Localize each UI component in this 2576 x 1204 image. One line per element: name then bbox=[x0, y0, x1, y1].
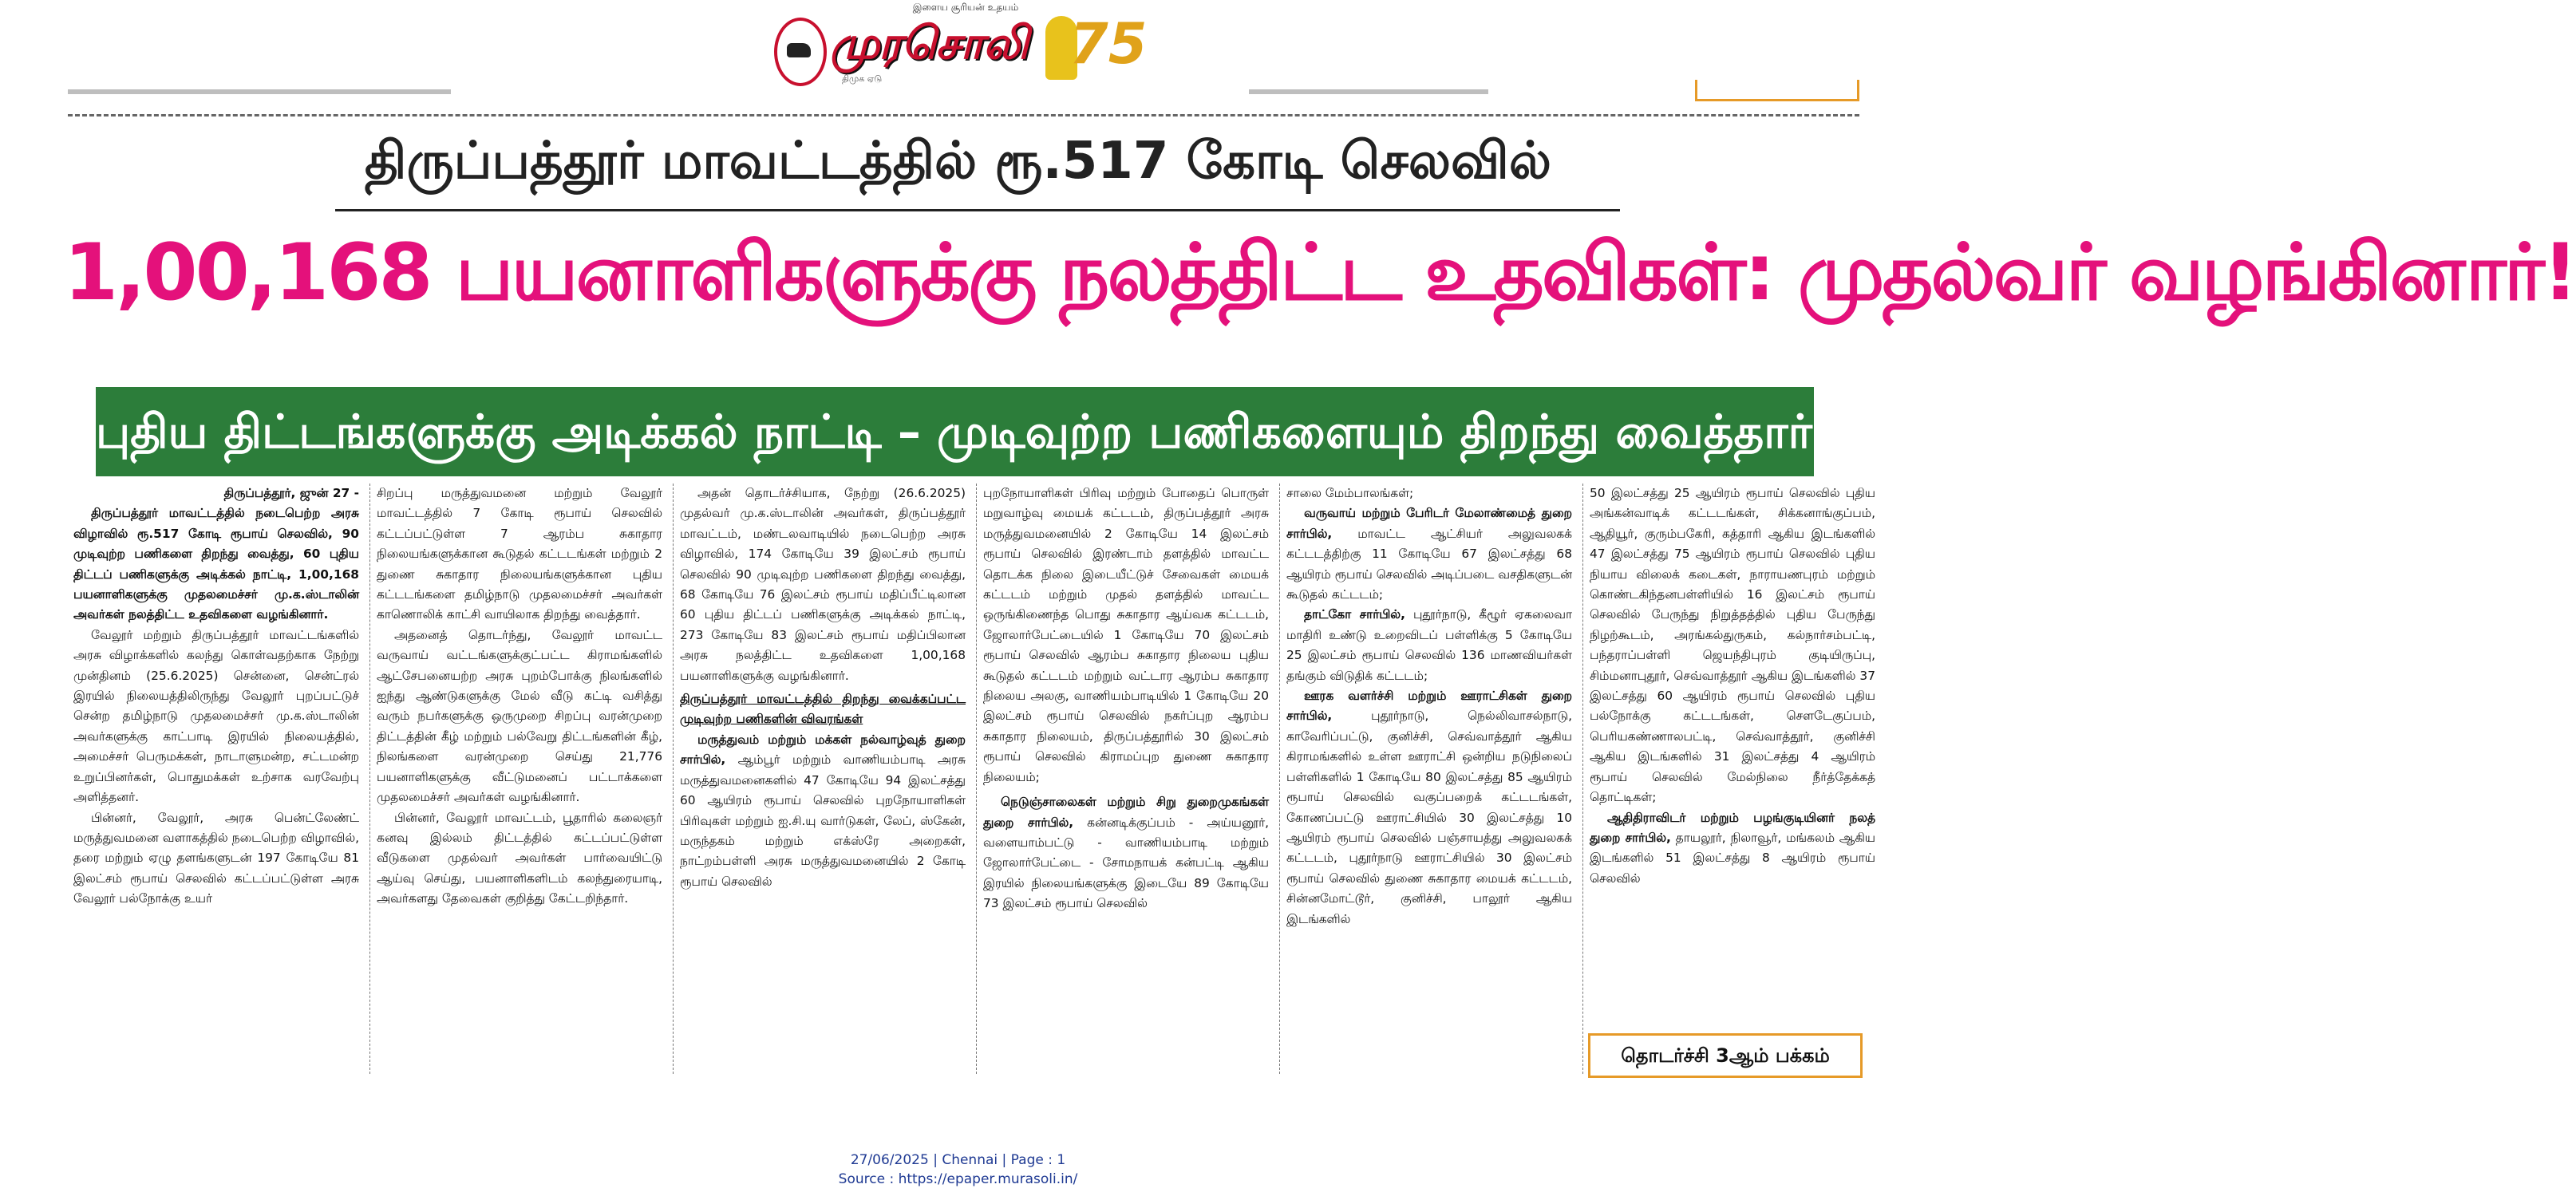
paragraph: கன்னடிக்குப்பம் - அய்யனூர், வளையாம்பட்டு - வாணியம்பாடி மற்றும் ஜோலார்பேட்டை - சோமநாயக் கன்பட்டி ஆகிய இரயில் நிலையங்களுக்கு இடையே 89 கோடியே 73 இலட்சம் ரூபாய் செலவில் bbox=[983, 815, 1269, 911]
department-heading: மருத்துவம் மற்றும் மக்கள் நல்வாழ்வுத் துறை சார்பில், bbox=[680, 732, 966, 768]
dashed-divider bbox=[68, 114, 1859, 116]
paragraph: வேலூர் மற்றும் திருப்பத்தூர் மாவட்டங்களில் அரசு விழாக்களில் கலந்து கொள்வதற்காக நேற்று முன்தினம் (25.6.2025) சென்னை, சென்ட்ரல் இரயில் நிலையத்திலிருந்து வேலூர் புறப்பட்டுச் சென்ற தமிழ்நாடு முதலமைச்சர் மு.க.ஸ்டாலின் அவர்களுக்கு காட்பாடி இரயில் நிலையத்தில், அமைச்சர் பெருமக்கள், நாடாளுமன்ற, சட்டமன்ற உறுப்பினர்கள், பொதுமக்கள் உற்சாக வரவேற்பு அளித்தனர். bbox=[73, 627, 359, 805]
article-column-1 bbox=[73, 484, 359, 1074]
source-link[interactable]: Source : https://epaper.murasoli.in/ bbox=[838, 1171, 1078, 1187]
paragraph: அதனைத் தொடர்ந்து, வேலூர் மாவட்ட வருவாய் வட்டங்களுக்குட்பட்ட கிராமங்களில் ஆட்சேபனையற்ற அரசு புறம்போக்கு நிலங்களில் ஐந்து ஆண்டுகளுக்கு மேல் வீடு கட்டி வசித்து வரும் நபர்களுக்கு ஒருமுறை சிறப்பு வரன்முறை திட்டத்தின் கீழ் மற்றும் பல்வேறு திட்டங்களின் கீழ், நிலங்களை வரன்முறை செய்து 21,776 பயனாளிகளுக்கு வீட்டுமனைப் பட்டாக்களை முதலமைச்சர் அவர்கள் வழங்கினார். bbox=[377, 627, 662, 805]
edition-info: 27/06/2025 | Chennai | Page : 1 bbox=[850, 1152, 1066, 1168]
article-column-6 bbox=[1590, 484, 1875, 1026]
continued-on-page-box[interactable]: தொடர்ச்சி 3ஆம் பக்கம் bbox=[1588, 1033, 1863, 1078]
paragraph: சாலை மேம்பாலங்கள்; bbox=[1286, 486, 1414, 500]
headline-underline bbox=[335, 209, 1620, 211]
green-subheadline-banner: புதிய திட்டங்களுக்கு அடிக்கல் நாட்டி – முடிவுற்ற பணிகளையும் திறந்து வைத்தார்! bbox=[96, 387, 1814, 476]
page-footer bbox=[0, 1151, 1916, 1189]
department-heading: தாட்கோ சார்பில், bbox=[1304, 607, 1405, 622]
department-heading: ஊரக வளர்ச்சி மற்றும் ஊராட்சிகள் துறை சார்பில், bbox=[1286, 689, 1572, 724]
cropped-header-box bbox=[1695, 80, 1859, 101]
department-heading: வருவாய் மற்றும் பேரிடர் மேலாண்மைத் துறை சார்பில், bbox=[1286, 506, 1572, 541]
anniversary-badge: 75 bbox=[1069, 11, 1148, 77]
article-column-3 bbox=[680, 484, 966, 1074]
headline-top: திருப்பத்தூர் மாவட்டத்தில் ரூ.517 கோடி செலவில் bbox=[365, 132, 1551, 191]
paragraph: 50 இலட்சத்து 25 ஆயிரம் ரூபாய் செலவில் புதிய அங்கன்வாடிக் கட்டடங்கள், சிக்கனாங்குப்பம், ஆதியூர், குரும்பகேரி, கத்தாரி ஆகிய இடங்களில் 47 இலட்சத்து 75 ஆயிரம் ரூபாய் செலவில் புதிய நியாய விலைக் கடைகள், நாராயணபுரம் மற்றும் கொண்டகிந்தனபள்ளியில் 16 இலட்சம் ரூபாய் செலவில் பேருந்து நிறுத்தத்தில் புதிய பேருந்து நிழற்கூடம், அரங்கல்துருகம், கல்நார்சம்பட்டி, பந்தராப்பள்ளி ஜெயந்திபுரம் குடியிருப்பு, சிம்மனாபுதூர், செவ்வாத்தூர் ஆகிய இடங்களில் 37 இலட்சத்து 60 ஆயிரம் ரூபாய் செலவில் புதிய பல்நோக்கு கட்டடங்கள், சௌடேகுப்பம், பெரியகண்ணாலபட்டி, செவ்வாத்தூர், குனிச்சி ஆகிய இடங்களில் 31 இலட்சத்து 4 ஆயிரம் ரூபாய் செலவில் மேல்நிலை நீர்த்தேக்கத் தொட்டிகள்; bbox=[1590, 486, 1875, 805]
paragraph: மாவட்ட ஆட்சியர் அலுவலகக் கட்டடத்திற்கு 11 கோடியே 67 இலட்சத்து 68 ஆயிரம் ரூபாய் செலவில் அடிப்படை வசதிகளுடன் கூடுதல் கட்டடம்; bbox=[1286, 526, 1572, 602]
paragraph: ஆம்பூர் மற்றும் வாணியம்பாடி அரசு மருத்துவமனைகளில் 47 கோடியே 94 இலட்சத்து 60 ஆயிரம் ரூபாய் செலவில் புறநோயாளிகள் பிரிவுகள் மற்றும் ஐ.சி.யு வார்டுகள், லேப், ஸ்கேன், மருந்தகம் மற்றும் எக்ஸ்ரே அறைகள், நாட்றம்பள்ளி அரசு மருத்துவமனையில் 2 கோடி ரூபாய் செலவில் bbox=[680, 752, 966, 889]
paragraph: தாயலூர், நிலாவூர், மங்கலம் ஆகிய இடங்களில் 51 இலட்சத்து 8 ஆயிரம் ரூபாய் செலவில் bbox=[1590, 830, 1875, 886]
article-column-5 bbox=[1286, 484, 1572, 1074]
paragraph: புதூர்நாடு, கீழூர் ஏகலைவா மாதிரி உண்டு உறைவிடப் பள்ளிக்கு 5 கோடியே 25 இலட்சம் ரூபாய் செலவில் 136 மாணவியர்கள் தங்கும் விடுதிக் கட்டடம்; bbox=[1286, 607, 1572, 683]
department-heading: ஆதிதிராவிடர் மற்றும் பழங்குடியினர் நலத் துறை சார்பில், bbox=[1590, 810, 1875, 845]
party-seal-logo bbox=[774, 18, 827, 86]
headline-main: 1,00,168 பயனாளிகளுக்கு நலத்திட்ட உதவிகள்: முதல்வர் வழங்கினார்! bbox=[64, 227, 2576, 318]
department-heading: நெடுஞ்சாலைகள் மற்றும் சிறு துறைமுகங்கள் துறை சார்பில், bbox=[983, 795, 1269, 830]
paragraph: பின்னர், வேலூர் மாவட்டம், பூதாரில் கலைஞர் கனவு இல்லம் திட்டத்தில் கட்டப்பட்டுள்ள வீடுகளை முதல்வர் அவர்கள் பார்வையிட்டு ஆய்வு செய்து, பயனாளிகளிடம் கலந்துரையாடி, அவர்களது தேவைகள் குறித்து கேட்டறிந்தார். bbox=[377, 810, 662, 906]
dateline: திருப்பத்தூர், ஜுன் 27 - bbox=[223, 486, 359, 500]
cropped-header-strip bbox=[68, 80, 1859, 99]
article-column-2 bbox=[377, 484, 662, 1074]
masthead-tagline: இளைய சூரியன் உதயம் bbox=[912, 2, 1019, 13]
article-column-4 bbox=[983, 484, 1269, 1074]
lead-paragraph: திருப்பத்தூர் மாவட்டத்தில் நடைபெற்ற அரசு விழாவில் ரூ.517 கோடி ரூபாய் செலவில், 90 முடிவுற்ற பணிகளை திறந்து வைத்து, 60 புதிய திட்டப் பணிகளுக்கு அடிக்கல் நாட்டி, 1,00,168 பயனாளிகளுக்கு முதலமைச்சர் மு.க.ஸ்டாலின் அவர்கள் நலத்திட்ட உதவிகளை வழங்கினார். bbox=[73, 506, 359, 622]
paragraph: அதன் தொடர்ச்சியாக, நேற்று (26.6.2025) முதல்வர் மு.க.ஸ்டாலின் அவர்கள், திருப்பத்தூர் மாவட்டம், மண்டலவாடியில் நடைபெற்ற அரசு விழாவில், 174 கோடியே 39 இலட்சம் ரூபாய் செலவில் 90 முடிவுற்ற பணிகளை திறந்து வைத்து, 68 கோடியே 76 இலட்சம் ரூபாய் மதிப்பீட்டிலான 60 புதிய திட்டப் பணிகளுக்கு அடிக்கல் நாட்டி, 273 கோடியே 83 இலட்சம் ரூபாய் மதிப்பிலான அரசு நலத்திட்ட உதவிகளை 1,00,168 பயனாளிகளுக்கு வழங்கினார். bbox=[680, 486, 966, 683]
section-subheading: திருப்பத்தூர் மாவட்டத்தில் திறந்து வைக்கப்பட்ட முடிவுற்ற பணிகளின் விவரங்கள் bbox=[680, 692, 966, 727]
article-body bbox=[73, 484, 1875, 1074]
logo-subtitle: திமுக ஏடு bbox=[842, 73, 883, 84]
paragraph: புதூர்நாடு, நெல்லிவாசல்நாடு, காவேரிப்பட்டு, குனிச்சி, செவ்வாத்தூர் ஆகிய கிராமங்களில் உள்ள ஊராட்சி ஒன்றிய நடுநிலைப் பள்ளிகளில் 1 கோடியே 80 இலட்சத்து 85 ஆயிரம் ரூபாய் செலவில் வகுப்பறைக் கட்டடங்கள், கோணப்பட்டு ஊராட்சியில் 30 இலட்சத்து 10 ஆயிரம் ரூபாய் செலவில் பஞ்சாயத்து அலுவலகக் கட்டடம், புதூர்நாடு ஊராட்சியில் 30 இலட்சம் ரூபாய் செலவில் துணை சுகாதார மையக் கட்டடம், சின்னமோட்டூர், குனிச்சி, பாலூர் ஆகிய இடங்களில் bbox=[1286, 709, 1572, 926]
paragraph: சிறப்பு மருத்துவமனை மற்றும் வேலூர் மாவட்டத்தில் 7 கோடி ரூபாய் செலவில் கட்டப்பட்டுள்ள 7 ஆரம்ப சுகாதார நிலையங்களுக்கான கூடுதல் கட்டடங்கள் மற்றும் 2 துணை சுகாதார நிலையங்களுக்கான புதிய கட்டடங்களை தமிழ்நாடு முதலமைச்சர் அவர்கள் காணொலிக் காட்சி வாயிலாக திறந்து வைத்தார். bbox=[377, 486, 662, 622]
paragraph: புறநோயாளிகள் பிரிவு மற்றும் போதைப் பொருள் மறுவாழ்வு மையக் கட்டடம், திருப்பத்தூர் அரசு மருத்துவமனையில் 2 கோடியே 14 இலட்சம் ரூபாய் செலவில் இரண்டாம் தளத்தில் மாவட்ட தொடக்க நிலை இடையீட்டுச் சேவைகள் மையக் கட்டடம் மற்றும் முதல் தளத்தில் மாவட்ட ஒருங்கிணைந்த பொது சுகாதார ஆய்வக கட்டடம், ஜோலார்பேட்டையில் 1 கோடியே 70 இலட்சம் ரூபாய் செலவில் ஆரம்ப சுகாதார நிலைய புதிய கூடுதல் கட்டடம் மற்றும் வட்டார ஆரம்ப சுகாதார நிலைய அலகு, வாணியம்பாடியில் 1 கோடியே 20 இலட்சம் ரூபாய் செலவில் நகர்ப்புற ஆரம்ப சுகாதார நிலையம், திருப்பத்தூரில் 30 இலட்சம் ரூபாய் செலவில் கிராமப்புற துணை சுகாதார நிலையம்; bbox=[983, 486, 1269, 784]
paragraph: பின்னர், வேலூர், அரசு பென்ட்லேண்ட் மருத்துவமனை வளாகத்தில் நடைபெற்ற விழாவில், தரை மற்றும் ஏழு தளங்களுடன் 197 கோடியே 81 இலட்சம் ரூபாய் செலவில் கட்டப்பட்டுள்ள அரசு வேலூர் பல்நோக்கு உயர் bbox=[73, 810, 359, 906]
newspaper-logo: முரசொலி bbox=[830, 18, 1028, 69]
